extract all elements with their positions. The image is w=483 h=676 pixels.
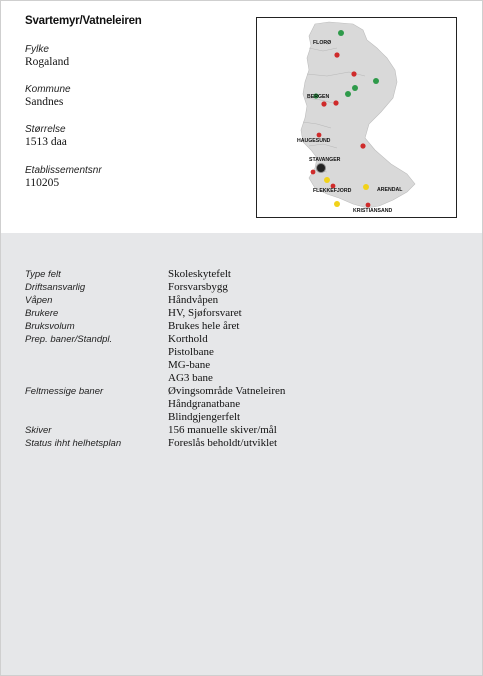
map-marker xyxy=(338,30,344,36)
map-marker xyxy=(360,143,365,148)
row-value: Håndgranatbane xyxy=(168,398,241,410)
row-value: Foreslås beholdt/utviklet xyxy=(168,437,278,449)
map-marker xyxy=(352,85,358,91)
details-row xyxy=(0,372,483,385)
row-label: Type felt xyxy=(25,269,61,280)
county-value: Rogaland xyxy=(25,56,70,68)
row-value: Håndvåpen xyxy=(168,294,219,306)
map-marker xyxy=(317,133,322,138)
row-value: Brukes hele året xyxy=(168,320,240,332)
row-label: Brukere xyxy=(25,308,59,319)
details-row xyxy=(0,437,483,450)
row-label: Feltmessige baner xyxy=(25,386,104,397)
details-row xyxy=(0,411,483,424)
row-value: HV, Sjøforsvaret xyxy=(168,307,242,319)
row-value: Skoleskytefelt xyxy=(168,268,231,280)
map-marker xyxy=(351,71,356,76)
map-label-stavanger: STAVANGER xyxy=(309,157,341,163)
map-label-arendal: ARENDAL xyxy=(377,187,403,193)
location-map xyxy=(256,17,457,218)
details-row xyxy=(0,320,483,333)
map-marker xyxy=(366,203,371,208)
row-label: Prep. baner/Standpl. xyxy=(25,334,113,345)
details-row xyxy=(0,424,483,437)
row-value: Korthold xyxy=(168,333,208,345)
map-label-haugesund: HAUGESUND xyxy=(297,138,331,144)
row-value: 156 manuelle skiver/mål xyxy=(168,424,277,436)
row-label: Skiver xyxy=(25,425,52,436)
details-row xyxy=(0,398,483,411)
details-table xyxy=(0,268,483,450)
map-marker xyxy=(321,101,326,106)
details-row xyxy=(0,268,483,281)
page-title: Svartemyr/Vatneleiren xyxy=(25,15,142,27)
map-marker xyxy=(345,91,351,97)
details-row xyxy=(0,359,483,372)
map-label-flekkefjord: FLEKKEFJORD xyxy=(313,188,352,194)
row-value: Forsvarsbygg xyxy=(168,281,228,293)
map-marker xyxy=(333,100,338,105)
details-row xyxy=(0,281,483,294)
row-label: Bruksvolum xyxy=(25,321,75,332)
map-label-bergen: BERGEN xyxy=(307,94,330,100)
map-marker xyxy=(363,184,369,190)
row-label: Våpen xyxy=(25,295,53,306)
establishment-label: Etablissementsnr xyxy=(25,165,102,176)
municipality-label: Kommune xyxy=(25,84,71,95)
row-label: Status ihht helhetsplan xyxy=(25,438,122,449)
size-label: Størrelse xyxy=(25,124,66,135)
county-label: Fylke xyxy=(25,44,49,55)
details-row xyxy=(0,346,483,359)
map-label-floro: FLORØ xyxy=(313,40,332,46)
row-value: AG3 bane xyxy=(168,372,213,384)
details-row xyxy=(0,294,483,307)
row-value: MG-bane xyxy=(168,359,211,371)
row-value: Pistolbane xyxy=(168,346,214,358)
map-svg xyxy=(257,18,456,217)
map-marker xyxy=(334,52,339,57)
map-marker xyxy=(317,164,326,173)
map-marker xyxy=(324,177,330,183)
map-label-kristiansand: KRISTIANSAND xyxy=(353,208,393,214)
establishment-value: 110205 xyxy=(25,177,60,189)
municipality-value: Sandnes xyxy=(25,96,64,108)
details-row xyxy=(0,333,483,346)
map-marker xyxy=(373,78,379,84)
details-row xyxy=(0,307,483,320)
row-value: Blindgjengerfelt xyxy=(168,411,241,423)
row-label: Driftsansvarlig xyxy=(25,282,86,293)
map-marker xyxy=(334,201,340,207)
details-row xyxy=(0,385,483,398)
map-marker xyxy=(311,170,316,175)
row-value: Øvingsområde Vatneleiren xyxy=(168,385,286,397)
size-value: 1513 daa xyxy=(25,136,67,148)
